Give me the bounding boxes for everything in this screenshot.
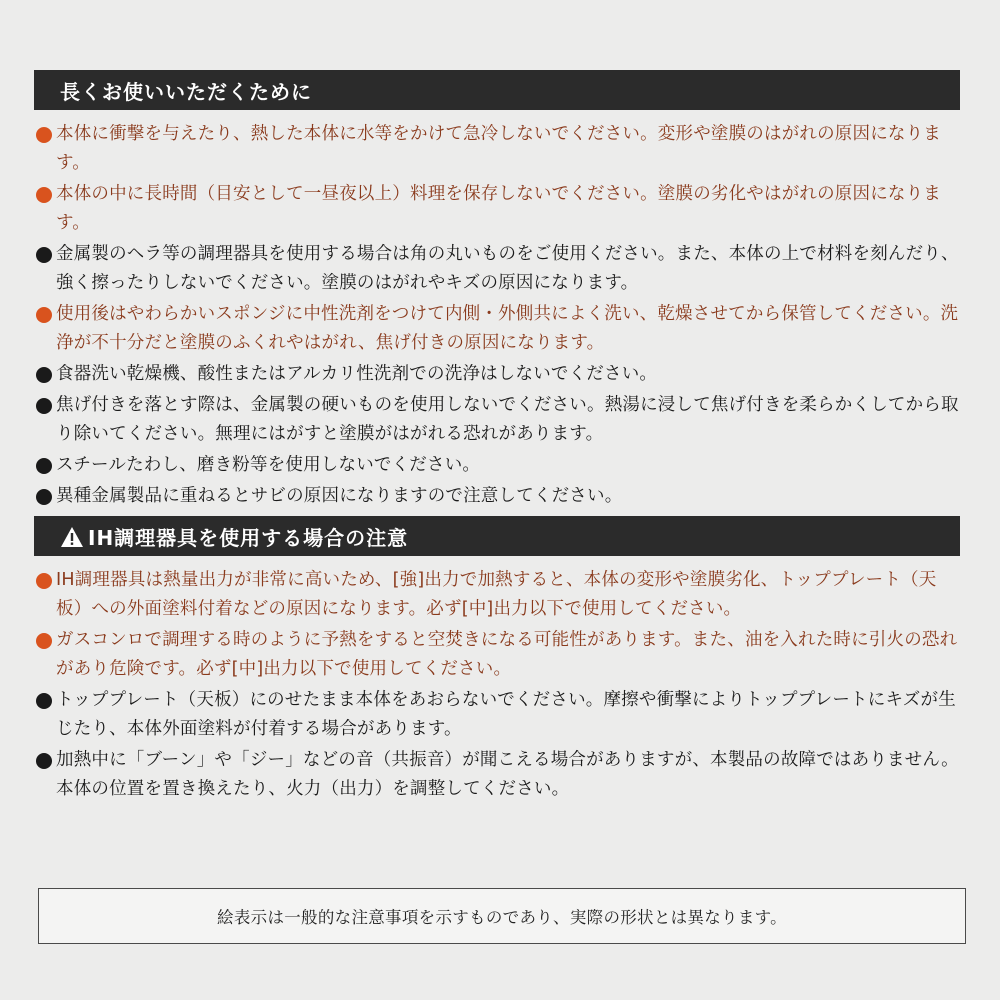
bullet-icon: [34, 360, 56, 389]
caution-list: [34, 120, 960, 511]
list-item: [34, 451, 960, 480]
list-item: [34, 686, 960, 744]
bullet-icon: [34, 180, 56, 209]
section-ih-caution: [34, 516, 960, 806]
list-item-text: 本体に衝撃を与えたり、熱した本体に水等をかけて急冷しないでください。変形や塗膜のはがれの原因になります。: [56, 124, 941, 173]
section-long-use: [34, 70, 960, 513]
list-item: [34, 391, 960, 449]
bullet-icon: [34, 566, 56, 595]
bullet-icon: [34, 451, 56, 480]
bullet-icon: [34, 240, 56, 269]
caution-list: [34, 566, 960, 804]
bullet-icon: [34, 120, 56, 149]
list-item-text: 使用後はやわらかいスポンジに中性洗剤をつけて内側・外側共によく洗い、乾燥させてから保管してください。洗浄が不十分だと塗膜のふくれやはがれ、焦げ付きの原因になります。: [56, 304, 959, 353]
disclaimer-text: 絵表示は一般的な注意事項を示すものであり、実際の形状とは異なります。: [217, 908, 787, 927]
bullet-icon: [34, 300, 56, 329]
list-item: [34, 746, 960, 804]
section-header: [34, 516, 960, 556]
list-item-text: 金属製のヘラ等の調理器具を使用する場合は角の丸いものをご使用ください。また、本体の上で材料を刻んだり、強く擦ったりしないでください。塗膜のはがれやキズの原因になります。: [56, 244, 959, 293]
list-item: [34, 566, 960, 624]
list-item-text: IH調理器具は熱量出力が非常に高いため、[強]出力で加熱すると、本体の変形や塗膜劣化、トッププレート（天板）への外面塗料付着などの原因になります。必ず[中]出力以下で使用してください。: [56, 570, 937, 619]
list-item-text: 食器洗い乾燥機、酸性またはアルカリ性洗剤での洗浄はしないでください。: [56, 364, 658, 384]
list-item-text: 異種金属製品に重ねるとサビの原因になりますので注意してください。: [56, 486, 623, 506]
list-item: [34, 240, 960, 298]
list-item-text: 加熱中に「ブーン」や「ジー」などの音（共振音）が聞こえる場合がありますが、本製品の故障ではありません。本体の位置を置き換えたり、火力（出力）を調整してください。: [56, 750, 959, 799]
list-item-text: スチールたわし、磨き粉等を使用しないでください。: [56, 455, 481, 475]
bullet-icon: [34, 391, 56, 420]
list-item-text: トッププレート（天板）にのせたまま本体をあおらないでください。摩擦や衝撃によりトッププレートにキズが生じたり、本体外面塗料が付着する場合があります。: [56, 690, 956, 739]
section-title: IH調理器具を使用する場合の注意: [88, 526, 409, 550]
bullet-icon: [34, 746, 56, 775]
bullet-icon: [34, 482, 56, 511]
section-title: 長くお使いいただくために: [60, 80, 312, 104]
list-item: [34, 482, 960, 511]
bullet-icon: [34, 686, 56, 715]
list-item-text: 本体の中に長時間（目安として一昼夜以上）料理を保存しないでください。塗膜の劣化やはがれの原因になります。: [56, 184, 941, 233]
list-item: [34, 626, 960, 684]
disclaimer-box: [38, 888, 966, 944]
bullet-icon: [34, 626, 56, 655]
list-item: [34, 300, 960, 358]
list-item: [34, 120, 960, 178]
list-item-text: ガスコンロで調理する時のように予熱をすると空焚きになる可能性があります。また、油を入れた時に引火の恐れがあり危険です。必ず[中]出力以下で使用してください。: [56, 630, 958, 679]
section-header: [34, 70, 960, 110]
list-item: [34, 360, 960, 389]
warning-triangle-icon: [60, 526, 84, 553]
list-item-text: 焦げ付きを落とす際は、金属製の硬いものを使用しないでください。熱湯に浸して焦げ付きを柔らかくしてから取り除いてください。無理にはがすと塗膜がはがれる恐れがあります。: [56, 395, 959, 444]
list-item: [34, 180, 960, 238]
